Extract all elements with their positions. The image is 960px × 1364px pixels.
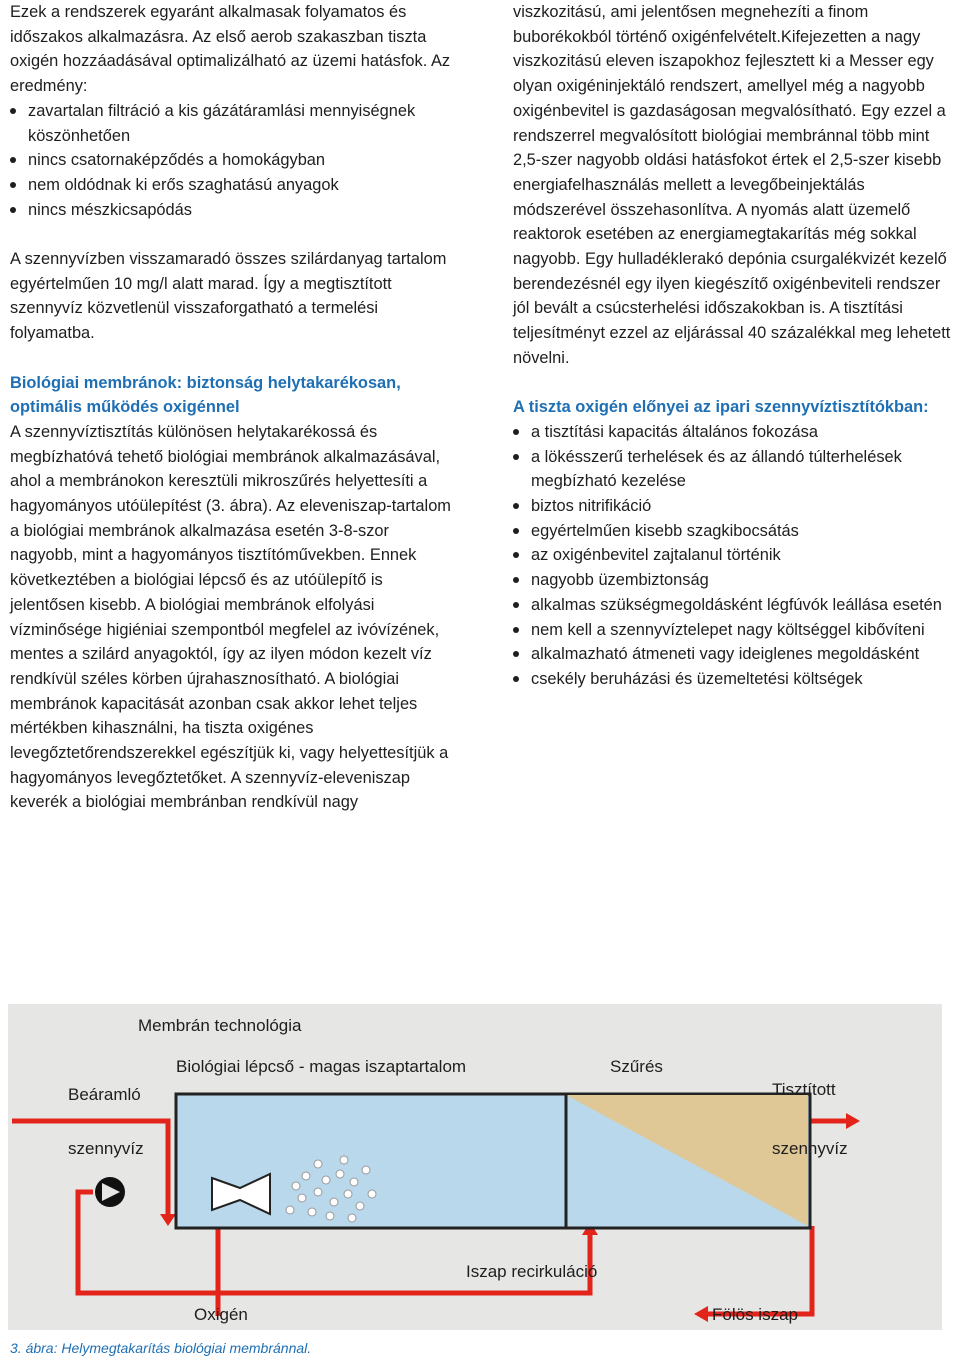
membrane-technology-diagram <box>0 998 960 1334</box>
left-column <box>10 0 458 815</box>
recirculation-label: Iszap recirkuláció <box>466 1262 598 1281</box>
section-heading: Biológiai membránok: biztonság helytakarékosan, optimális működés oxigénnel <box>10 373 401 417</box>
list-item: nem oldódnak ki erős szaghatású anyagok <box>10 173 458 198</box>
list-item: egyértelműen kisebb szagkibocsátás <box>513 519 958 544</box>
list-item: az oxigénbevitel zajtalanul történik <box>513 543 958 568</box>
intro-paragraph: Ezek a rendszerek egyaránt alkalmasak folyamatos és időszakos alkalmazásra. Az első aerob szakaszban tiszta oxigén hozzáadásával optimalizálható az üzemi hatásfok. Az eredmény: <box>10 3 451 96</box>
paragraph: A szennyvíztisztítás különösen helytakarékossá és megbízhatóvá tehető biológiai membránok alkalmazásával, ahol a membránokon keresztüli mikroszűrés helyettesíti a hagyományos utóülepítést (3. ábra). Az eleveniszap-tartalom a biológiai membránok alkalmazása esetén 3-8-szor nagyobb, mint a hagyományos tisztítóművekben. Ennek következtében a biológiai lépcső és az utóülepítő is jelentősen kisebb. A biológiai membránok elfolyási vízminősége higiéniai szempontból megfelel az ivóvízének, mentes a szilárd anyagoktól, így az ilyen módon kezelt víz rendkívül széles körben újrahasznosítható. A biológiai membránok kapacitását azonban csak akkor lehet teljes mértékben kihasználni, ha tiszta oxigénes levegőztetőrendszerekkel egészítjük ki, vagy helyettesítjük a hagyományos levegőztetőket. A szennyvíz-eleveniszap keverék a biológiai membránban rendkívül nagy <box>10 422 451 812</box>
diagram-graphic <box>0 998 960 1334</box>
inflow-label: szennyvíz <box>68 1139 144 1158</box>
inflow-label: Beáramló <box>68 1085 141 1104</box>
paragraph: viszkozitású, ami jelentősen megnehezíti a finom buborékokból történő oxigénfelvételt.Kifejezetten a nagy viszkozitású eleven iszapokhoz fejlesztett ki a Messer egy olyan oxigéninjektáló rendszert, amellyel még a nagyobb oxigénbevitel is gazdaságosan megvalósítható. Egy ezzel a rendszerrel megvalósított biológiai membránnal több mint 2,5-szer nagyobb oldási hatásfokot értek el 2,5-szer kisebb energiafelhasználás mellett a levegőbeinjektálás módszerével összehasonlítva. A nyomás alatt üzemelő reaktorok esetében az energiamegtakarítás még sokkal nagyobb. Egy hulladéklerakó depónia csurgalékvizét kezelő berendezésnél egy ilyen kiegészítő oxigénbeviteli rendszer jól bevált a csúcsterhelési időszakokban is. A tisztítási teljesítményt ezzel az eljárással 40 százalékkal meg lehetett növelni. <box>513 3 951 367</box>
bio-stage-label: Biológiai lépcső - magas iszaptartalom <box>176 1057 467 1076</box>
list-item: biztos nitrifikáció <box>513 494 958 519</box>
list-item: nem kell a szennyvíztelepet nagy költséggel kibővíteni <box>513 618 958 643</box>
results-list <box>10 99 458 223</box>
paragraph: A szennyvízben visszamaradó összes szilárdanyag tartalom egyértelműen 10 mg/l alatt marad. Így a megtisztított szennyvíz közvetlenül visszaforgatható a termelési folyamatba. <box>10 250 447 343</box>
list-item: nagyobb üzembiztonság <box>513 568 958 593</box>
right-column <box>513 0 958 692</box>
benefits-list <box>513 420 958 692</box>
oxygen-label: Oxigén <box>194 1305 248 1324</box>
filtration-label: Szűrés <box>610 1057 663 1076</box>
list-item: a tisztítási kapacitás általános fokozása <box>513 420 958 445</box>
list-item: nincs mészkicsapódás <box>10 198 458 223</box>
list-item: a lökésszerű terhelések és az állandó túlterhelések megbízható kezelése <box>513 445 958 494</box>
outflow-label: Tisztított <box>772 1080 836 1099</box>
section-heading: A tiszta oxigén előnyei az ipari szennyvíztisztítókban: <box>513 398 929 417</box>
excess-sludge-label: Fölös iszap <box>712 1305 798 1324</box>
list-item: nincs csatornaképződés a homokágyban <box>10 148 458 173</box>
list-item: alkalmazható átmeneti vagy ideiglenes megoldásként <box>513 642 958 667</box>
list-item: zavartalan filtráció a kis gázátáramlási mennyiségnek köszönhetően <box>10 99 458 148</box>
outflow-label: szennyvíz <box>772 1139 848 1158</box>
list-item: alkalmas szükségmegoldásként légfúvók leállása esetén <box>513 593 958 618</box>
figure-caption: 3. ábra: Helymegtakarítás biológiai membránnal. <box>10 1340 312 1356</box>
diagram-title: Membrán technológia <box>138 1016 302 1035</box>
list-item: csekély beruházási és üzemeltetési költségek <box>513 667 958 692</box>
